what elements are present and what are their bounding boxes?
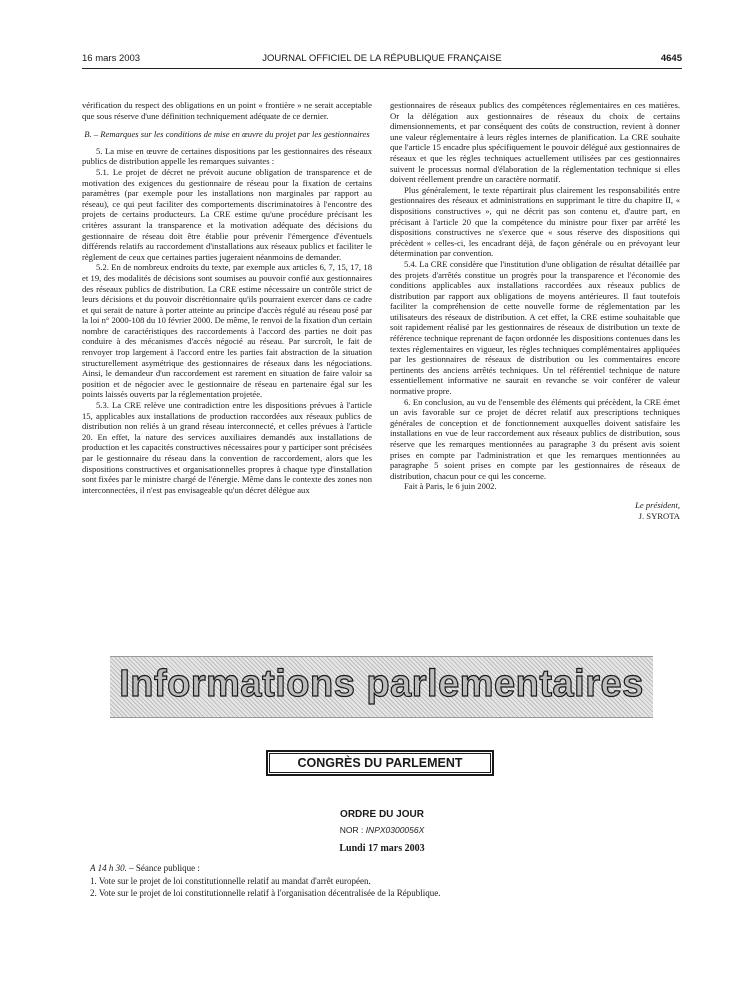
- paragraph: vérification du respect des obligations en un point « frontière » ne serait acceptable que sous réserve d'une définition techniquement adéquate de ce dernier.: [82, 100, 372, 121]
- paragraph: 5.1. Le projet de décret ne prévoit aucune obligation de transparence et de motivation des exigences du gestionnaire de réseau pour la fixation de certains paramètres (par exemple pour les installations non marginales par rapport au réseau), ce qui peut faciliter des comportements discriminatoires à l'encontre des projets de certains producteurs. La CRE estime qu'une procédure précisant les critères assurant la transparence et la motivation adéquate des décisions du gestionnaire de réseau doit être établie pour prévenir l'émergence d'éventuels différends relatifs au raccordement d'installations aux réseaux publics et faciliter le règlement de ceux que certaines parties jugeraient néanmoins de demander.: [82, 166, 372, 262]
- page-number: 4645: [660, 53, 682, 64]
- ordre-du-jour-title: ORDRE DU JOUR: [340, 809, 424, 820]
- nor-code: INPX0300056X: [365, 825, 425, 835]
- header-rule: [82, 68, 682, 69]
- agenda-item: 2. Vote sur le projet de loi constitutionnelle relatif à l'organisation décentralisée de la République.: [90, 888, 441, 898]
- signature-title: Le président,: [635, 499, 680, 510]
- paragraph: 6. En conclusion, au vu de l'ensemble des éléments qui précèdent, la CRE émet un avis favorable sur ce projet de décret relatif aux prescriptions techniques générales de conception et de fonctionnement auxquelles doivent satisfaire les installations en vue de leur raccordement aux réseaux publics de distribution, sous réserve que les remarques mentionnées au paragraphe 3 du présent avis soient prises en compte par l'administration et que les remarques mentionnées au paragraphe 5 soient prises en compte par les gestionnaires de réseaux de distribution, chacun pour ce qui les concerne.: [390, 396, 680, 481]
- agenda-intro: [90, 862, 670, 875]
- journal-title: JOURNAL OFFICIEL DE LA RÉPUBLIQUE FRANÇAISE: [262, 53, 502, 64]
- signature-name: J. SYROTA: [638, 510, 680, 521]
- right-column: [390, 100, 680, 521]
- paragraph: 5.3. La CRE relève une contradiction entre les dispositions prévues à l'article 15, applicables aux installations de production raccordées aux réseaux publics de distribution non reliés à un grand réseau interconnecté, et celles prévues à l'article 20. En effet, la nature des services auxiliaires demandés aux installations de production et les capacités constructives nécessaires pour y participer sont précisées par le gestionnaire du réseau dans la convention de raccordement, alors que les dispositions constructives et organisationnelles propres à chaque type d'installation sont fixées par le ministre chargé de l'énergie. Même dans le contexte des zones non interconnectées, il n'est pas envisageable qu'un décret délègue aux: [82, 400, 372, 495]
- page-header: [82, 53, 682, 67]
- agenda: [90, 862, 670, 900]
- paragraph: Plus généralement, le texte répartirait plus clairement les responsabilités entre gestionnaires des réseaux et administrations en supprimant le titre du chapitre II, « dispositions constructives », qui ne décrit pas son contenu et, d'autre part, en précisant à l'article 20 que la compétence du ministre pour fixer par arrêté les dispositions constructives ne s'exerce que « sous réserve des dispositions qui précèdent » celles-ci, les encadrant déjà, de façon générale ou en prévoyant leur détermination par convention.: [390, 184, 680, 259]
- nor-reference: [82, 825, 682, 835]
- banner-title: Informations parlementaires: [119, 663, 644, 705]
- nor-label: NOR :: [339, 825, 366, 835]
- paragraph: 5.2. En de nombreux endroits du texte, par exemple aux articles 6, 7, 15, 17, 18 et 19, des modalités de décisions sont soumises au pouvoir confié aux gestionnaires des réseaux publics de distribution. La CRE estime nécessaire un contrôle strict de leurs décisions et du pouvoir discrétionnaire qu'ils pourraient exercer dans ce cadre et qui serait de nature à porter atteinte au principe d'accès régulé au réseau posé par la loi n° 2000-108 du 10 février 2000. De même, le renvoi de la fixation d'un certain nombre de caractéristiques des raccordements à l'accord des parties ne doit pas conduire à des mécanismes d'accès négocié au réseau. Par surcroît, le fait de renvoyer trop largement à l'accord entre les parties fait abstraction de la situation structurellement asymétrique des gestionnaires de réseaux dans les négociations. Ainsi, le demandeur d'un raccordement est rarement en situation de faire valoir sa position et de négocier avec le gestionnaire de réseau en partenaire égal sur les points laissés ouverts par la réglementation projetée.: [82, 262, 372, 400]
- agenda-intro-text: – Séance publique :: [126, 863, 200, 873]
- section-banner: [110, 656, 653, 718]
- paragraph: 5. La mise en œuvre de certaines dispositions par les gestionnaires des réseaux publics de distribution appelle les remarques suivantes :: [82, 145, 372, 167]
- signature-block: [390, 500, 680, 521]
- left-column: [82, 100, 372, 495]
- paragraph: gestionnaires de réseaux publics des compétences réglementaires en ces matières. Or la délégation aux gestionnaires de réseaux du choix de certains dimensionnements, et par conséquent des coûts de construction, revient à donner une valeur réglementaire à leurs règles internes de planification. La CRE souhaite que l'article 15 encadre plus spécifiquement le pouvoir délégué aux gestionnaires de réseaux et que les règles techniques actuellement utilisées par ces gestionnaires suivent le processus normal d'élaboration de la réglementation technique si elles doivent réellement prendre un caractère normatif.: [390, 100, 680, 185]
- session-date: Lundi 17 mars 2003: [339, 843, 425, 854]
- congres-box: CONGRÈS DU PARLEMENT: [266, 750, 494, 776]
- section-heading: B. – Remarques sur les conditions de mise en œuvre du projet par les gestionnaires: [84, 129, 370, 140]
- agenda-time: A 14 h 30.: [90, 863, 127, 873]
- paragraph: Fait à Paris, le 6 juin 2002.: [404, 481, 497, 492]
- paragraph: 5.4. La CRE considère que l'institution d'une obligation de résultat détaillée par des projets d'arrêtés constitue un progrès pour la transparence et l'économie des conditions applicables aux installations raccordées aux réseaux publics de distribution par rapport aux obligations de moyens antérieures. Il faut toutefois faciliter la compréhension de cette nouvelle forme de réglementation par les utilisateurs des réseaux de distribution. A cet effet, la CRE estime souhaitable que soit rapidement réalisé par les gestionnaires de réseaux de distribution un texte de référence technique reprenant de façon ordonnée les dispositions contenues dans les textes réglementaires en vigueur, les règles techniques complémentaires appliquées par les gestionnaires de réseaux de distribution ou les commentaires encore pertinents des anciens arrêtés techniques. Un tel référentiel technique de nature essentiellement informative ne saurait en revanche se voir conférer de valeur normative propre.: [390, 258, 680, 397]
- header-date: 16 mars 2003: [82, 53, 141, 64]
- agenda-item: 1. Vote sur le projet de loi constitutionnelle relatif au mandat d'arrêt européen.: [90, 875, 371, 886]
